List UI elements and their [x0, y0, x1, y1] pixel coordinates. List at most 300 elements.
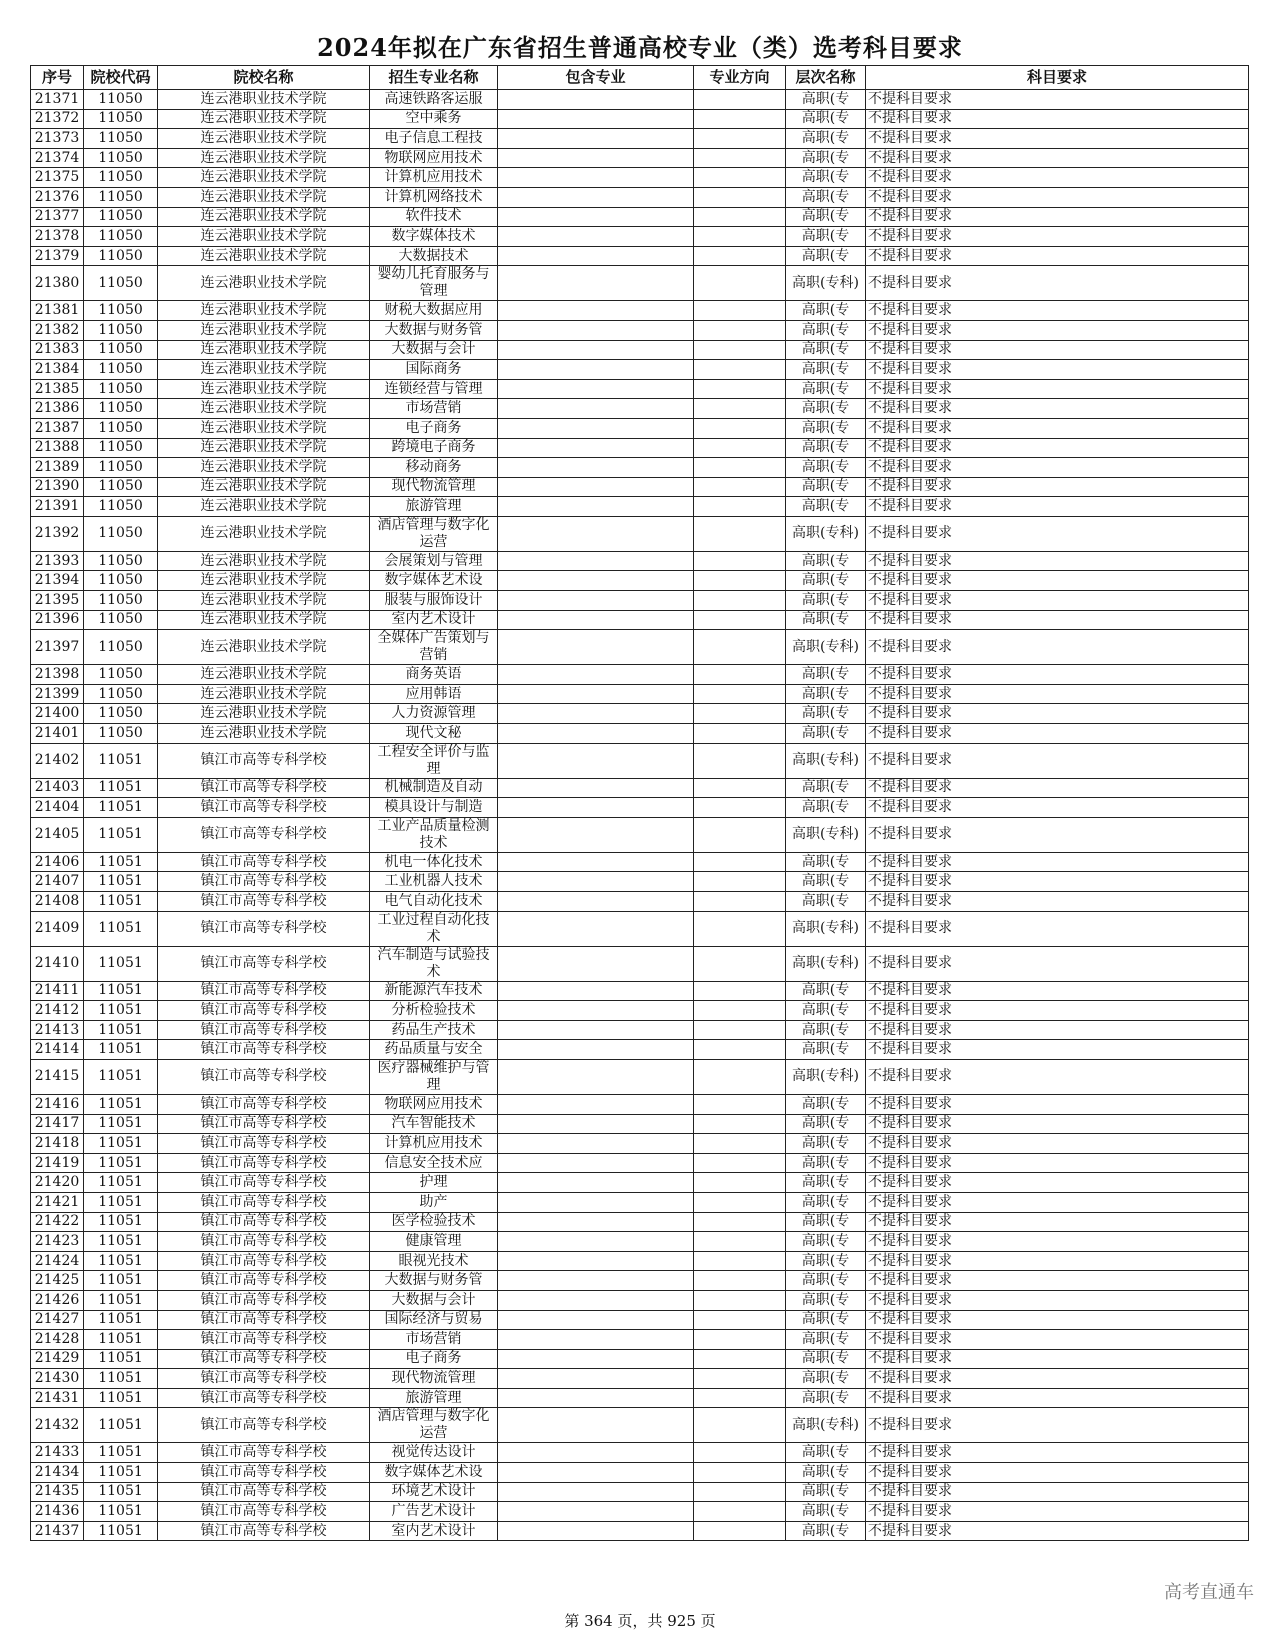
level-cell: 高职(专	[786, 1349, 866, 1369]
included-majors-cell	[498, 1521, 694, 1541]
subject-req-cell: 不提科目要求	[866, 187, 1249, 207]
level-cell: 高职(专科)	[786, 630, 866, 665]
included-majors-cell	[498, 360, 694, 380]
major-name-cell: 广告艺术设计	[370, 1502, 498, 1522]
school-code-cell: 11050	[84, 610, 158, 630]
school-name-cell: 镇江市高等专科学校	[158, 1251, 370, 1271]
direction-cell	[694, 665, 786, 685]
school-code-cell: 11050	[84, 187, 158, 207]
school-code-cell: 11051	[84, 852, 158, 872]
major-name-cell: 现代文秘	[370, 724, 498, 744]
school-code-cell: 11050	[84, 438, 158, 458]
school-code-cell: 11051	[84, 1001, 158, 1021]
table-row	[31, 591, 1249, 611]
included-majors-cell	[498, 1388, 694, 1408]
level-cell: 高职(专科)	[786, 266, 866, 301]
subject-req-cell: 不提科目要求	[866, 1192, 1249, 1212]
school-name-cell: 连云港职业技术学院	[158, 630, 370, 665]
subject-req-cell: 不提科目要求	[866, 1134, 1249, 1154]
major-name-cell: 现代物流管理	[370, 477, 498, 497]
table-row	[31, 1094, 1249, 1114]
subject-req-cell: 不提科目要求	[866, 1502, 1249, 1522]
included-majors-cell	[498, 207, 694, 227]
included-majors-cell	[498, 477, 694, 497]
major-name-cell: 数字媒体艺术设	[370, 571, 498, 591]
level-cell: 高职(专	[786, 551, 866, 571]
table-row	[31, 148, 1249, 168]
subject-req-cell: 不提科目要求	[866, 778, 1249, 798]
school-code-cell: 11051	[84, 1192, 158, 1212]
school-name-cell: 连云港职业技术学院	[158, 320, 370, 340]
school-code-cell: 11050	[84, 551, 158, 571]
school-name-cell: 镇江市高等专科学校	[158, 981, 370, 1001]
table-row	[31, 1271, 1249, 1291]
major-name-cell: 财税大数据应用	[370, 301, 498, 321]
subject-req-cell: 不提科目要求	[866, 266, 1249, 301]
level-cell: 高职(专科)	[786, 1059, 866, 1094]
seq-cell: 21393	[31, 551, 84, 571]
level-cell: 高职(专	[786, 301, 866, 321]
major-name-cell: 国际经济与贸易	[370, 1310, 498, 1330]
subject-req-cell: 不提科目要求	[866, 246, 1249, 266]
direction-cell	[694, 168, 786, 188]
direction-cell	[694, 946, 786, 981]
level-cell: 高职(专	[786, 168, 866, 188]
school-code-cell: 11050	[84, 571, 158, 591]
level-cell: 高职(专	[786, 1388, 866, 1408]
included-majors-cell	[498, 1463, 694, 1483]
school-name-cell: 连云港职业技术学院	[158, 148, 370, 168]
school-code-cell: 11050	[84, 684, 158, 704]
school-name-cell: 连云港职业技术学院	[158, 684, 370, 704]
school-name-cell: 连云港职业技术学院	[158, 704, 370, 724]
table-row	[31, 704, 1249, 724]
included-majors-cell	[498, 497, 694, 517]
seq-cell: 21400	[31, 704, 84, 724]
major-name-cell: 移动商务	[370, 458, 498, 478]
school-code-cell: 11050	[84, 207, 158, 227]
subject-req-cell: 不提科目要求	[866, 946, 1249, 981]
subject-req-cell: 不提科目要求	[866, 1212, 1249, 1232]
school-name-cell: 镇江市高等专科学校	[158, 1310, 370, 1330]
school-name-cell: 镇江市高等专科学校	[158, 1020, 370, 1040]
page-title: 2024年拟在广东省招生普通高校专业（类）选考科目要求	[317, 33, 963, 62]
level-cell: 高职(专	[786, 1482, 866, 1502]
major-name-cell: 计算机网络技术	[370, 187, 498, 207]
level-cell: 高职(专	[786, 571, 866, 591]
school-name-cell: 镇江市高等专科学校	[158, 1521, 370, 1541]
direction-cell	[694, 1192, 786, 1212]
subject-req-cell: 不提科目要求	[866, 207, 1249, 227]
included-majors-cell	[498, 379, 694, 399]
included-majors-cell	[498, 892, 694, 912]
included-majors-cell	[498, 109, 694, 129]
included-majors-cell	[498, 817, 694, 852]
school-code-cell: 11051	[84, 1040, 158, 1060]
major-name-cell: 连锁经营与管理	[370, 379, 498, 399]
school-name-cell: 镇江市高等专科学校	[158, 1153, 370, 1173]
direction-cell	[694, 571, 786, 591]
major-name-cell: 商务英语	[370, 665, 498, 685]
level-cell: 高职(专	[786, 1310, 866, 1330]
school-code-cell: 11051	[84, 743, 158, 778]
seq-cell: 21413	[31, 1020, 84, 1040]
level-cell: 高职(专科)	[786, 946, 866, 981]
major-name-cell: 跨境电子商务	[370, 438, 498, 458]
table-body	[31, 90, 1249, 1541]
school-name-cell: 镇江市高等专科学校	[158, 1408, 370, 1443]
school-code-cell: 11050	[84, 301, 158, 321]
requirements-table	[30, 65, 1249, 1541]
major-name-cell: 工业过程自动化技术	[370, 911, 498, 946]
table-row	[31, 911, 1249, 946]
school-name-cell: 连云港职业技术学院	[158, 246, 370, 266]
school-code-cell: 11051	[84, 1290, 158, 1310]
level-cell: 高职(专	[786, 1290, 866, 1310]
included-majors-cell	[498, 1369, 694, 1389]
level-cell: 高职(专	[786, 379, 866, 399]
subject-req-cell: 不提科目要求	[866, 1271, 1249, 1291]
table-row	[31, 1369, 1249, 1389]
seq-cell: 21410	[31, 946, 84, 981]
school-name-cell: 镇江市高等专科学校	[158, 852, 370, 872]
major-name-cell: 物联网应用技术	[370, 148, 498, 168]
direction-cell	[694, 109, 786, 129]
included-majors-cell	[498, 320, 694, 340]
level-cell: 高职(专	[786, 872, 866, 892]
major-name-cell: 药品质量与安全	[370, 1040, 498, 1060]
table-row	[31, 852, 1249, 872]
included-majors-cell	[498, 571, 694, 591]
included-majors-cell	[498, 630, 694, 665]
seq-cell: 21420	[31, 1173, 84, 1193]
direction-cell	[694, 1114, 786, 1134]
school-name-cell: 镇江市高等专科学校	[158, 892, 370, 912]
table-row	[31, 1001, 1249, 1021]
school-name-cell: 镇江市高等专科学校	[158, 1173, 370, 1193]
level-cell: 高职(专	[786, 1173, 866, 1193]
level-cell: 高职(专	[786, 1232, 866, 1252]
included-majors-cell	[498, 1330, 694, 1350]
subject-req-cell: 不提科目要求	[866, 1020, 1249, 1040]
seq-cell: 21408	[31, 892, 84, 912]
seq-cell: 21391	[31, 497, 84, 517]
school-name-cell: 连云港职业技术学院	[158, 109, 370, 129]
major-name-cell: 机电一体化技术	[370, 852, 498, 872]
table-row	[31, 1330, 1249, 1350]
table-row	[31, 1059, 1249, 1094]
direction-cell	[694, 1502, 786, 1522]
subject-req-cell: 不提科目要求	[866, 301, 1249, 321]
direction-cell	[694, 129, 786, 149]
major-name-cell: 大数据与会计	[370, 340, 498, 360]
table-row	[31, 227, 1249, 247]
school-name-cell: 镇江市高等专科学校	[158, 1232, 370, 1252]
major-name-cell: 药品生产技术	[370, 1020, 498, 1040]
major-name-cell: 环境艺术设计	[370, 1482, 498, 1502]
seq-cell: 21416	[31, 1094, 84, 1114]
school-code-cell: 11050	[84, 340, 158, 360]
level-cell: 高职(专	[786, 1153, 866, 1173]
table-row	[31, 1134, 1249, 1154]
level-cell: 高职(专	[786, 129, 866, 149]
included-majors-cell	[498, 418, 694, 438]
major-name-cell: 新能源汽车技术	[370, 981, 498, 1001]
school-code-cell: 11051	[84, 1094, 158, 1114]
table-row	[31, 340, 1249, 360]
school-name-cell: 连云港职业技术学院	[158, 340, 370, 360]
school-code-cell: 11051	[84, 1502, 158, 1522]
level-cell: 高职(专	[786, 187, 866, 207]
included-majors-cell	[498, 1349, 694, 1369]
direction-cell	[694, 743, 786, 778]
school-code-cell: 11051	[84, 1232, 158, 1252]
level-cell: 高职(专	[786, 340, 866, 360]
included-majors-cell	[498, 1271, 694, 1291]
included-majors-cell	[498, 852, 694, 872]
table-row	[31, 981, 1249, 1001]
direction-cell	[694, 610, 786, 630]
table-row	[31, 1521, 1249, 1541]
direction-cell	[694, 320, 786, 340]
major-name-cell: 人力资源管理	[370, 704, 498, 724]
included-majors-cell	[498, 1114, 694, 1134]
major-name-cell: 高速铁路客运服	[370, 90, 498, 110]
table-row	[31, 187, 1249, 207]
school-name-cell: 连云港职业技术学院	[158, 301, 370, 321]
included-majors-cell	[498, 872, 694, 892]
seq-cell: 21414	[31, 1040, 84, 1060]
seq-cell: 21374	[31, 148, 84, 168]
table-row	[31, 892, 1249, 912]
included-majors-cell	[498, 911, 694, 946]
major-name-cell: 室内艺术设计	[370, 1521, 498, 1541]
major-name-cell: 市场营销	[370, 399, 498, 419]
seq-cell: 21397	[31, 630, 84, 665]
school-name-cell: 连云港职业技术学院	[158, 551, 370, 571]
school-code-cell: 11050	[84, 516, 158, 551]
level-cell: 高职(专	[786, 399, 866, 419]
school-code-cell: 11050	[84, 129, 158, 149]
level-cell: 高职(专	[786, 1134, 866, 1154]
direction-cell	[694, 438, 786, 458]
included-majors-cell	[498, 610, 694, 630]
table-row	[31, 684, 1249, 704]
included-majors-cell	[498, 1310, 694, 1330]
major-name-cell: 酒店管理与数字化运营	[370, 516, 498, 551]
direction-cell	[694, 1040, 786, 1060]
seq-cell: 21376	[31, 187, 84, 207]
table-row	[31, 743, 1249, 778]
direction-cell	[694, 591, 786, 611]
subject-req-cell: 不提科目要求	[866, 817, 1249, 852]
seq-cell: 21431	[31, 1388, 84, 1408]
table-row	[31, 418, 1249, 438]
school-code-cell: 11051	[84, 798, 158, 818]
level-cell: 高职(专	[786, 148, 866, 168]
level-cell: 高职(专	[786, 1271, 866, 1291]
seq-cell: 21417	[31, 1114, 84, 1134]
table-row	[31, 1349, 1249, 1369]
table-row	[31, 90, 1249, 110]
seq-cell: 21375	[31, 168, 84, 188]
school-name-cell: 连云港职业技术学院	[158, 458, 370, 478]
school-name-cell: 镇江市高等专科学校	[158, 1502, 370, 1522]
school-code-cell: 11051	[84, 778, 158, 798]
school-name-cell: 连云港职业技术学院	[158, 610, 370, 630]
included-majors-cell	[498, 438, 694, 458]
subject-req-cell: 不提科目要求	[866, 591, 1249, 611]
major-name-cell: 旅游管理	[370, 497, 498, 517]
school-name-cell: 镇江市高等专科学校	[158, 1040, 370, 1060]
school-code-cell: 11051	[84, 1463, 158, 1483]
major-name-cell: 全媒体广告策划与营销	[370, 630, 498, 665]
subject-req-cell: 不提科目要求	[866, 90, 1249, 110]
table-row	[31, 1310, 1249, 1330]
major-name-cell: 大数据技术	[370, 246, 498, 266]
level-cell: 高职(专	[786, 1251, 866, 1271]
major-name-cell: 计算机应用技术	[370, 1134, 498, 1154]
subject-req-cell: 不提科目要求	[866, 379, 1249, 399]
school-code-cell: 11050	[84, 320, 158, 340]
included-majors-cell	[498, 148, 694, 168]
school-code-cell: 11051	[84, 981, 158, 1001]
seq-cell: 21428	[31, 1330, 84, 1350]
included-majors-cell	[498, 1443, 694, 1463]
school-code-cell: 11050	[84, 227, 158, 247]
direction-cell	[694, 187, 786, 207]
included-majors-cell	[498, 1001, 694, 1021]
major-name-cell: 工程安全评价与监理	[370, 743, 498, 778]
level-cell: 高职(专	[786, 320, 866, 340]
seq-cell: 21430	[31, 1369, 84, 1389]
school-code-cell: 11051	[84, 1020, 158, 1040]
table-row	[31, 320, 1249, 340]
major-name-cell: 市场营销	[370, 1330, 498, 1350]
direction-cell	[694, 458, 786, 478]
included-majors-cell	[498, 1192, 694, 1212]
direction-cell	[694, 1059, 786, 1094]
table-row	[31, 872, 1249, 892]
school-name-cell: 连云港职业技术学院	[158, 90, 370, 110]
table-row	[31, 109, 1249, 129]
major-name-cell: 电气自动化技术	[370, 892, 498, 912]
school-code-cell: 11050	[84, 704, 158, 724]
header-cell: 科目要求	[866, 66, 1249, 90]
level-cell: 高职(专科)	[786, 1408, 866, 1443]
seq-cell: 21407	[31, 872, 84, 892]
included-majors-cell	[498, 778, 694, 798]
school-code-cell: 11051	[84, 946, 158, 981]
included-majors-cell	[498, 301, 694, 321]
school-name-cell: 镇江市高等专科学校	[158, 1482, 370, 1502]
level-cell: 高职(专	[786, 684, 866, 704]
table-row	[31, 630, 1249, 665]
school-name-cell: 镇江市高等专科学校	[158, 1388, 370, 1408]
direction-cell	[694, 477, 786, 497]
header-cell: 包含专业	[498, 66, 694, 90]
seq-cell: 21405	[31, 817, 84, 852]
major-name-cell: 医学检验技术	[370, 1212, 498, 1232]
subject-req-cell: 不提科目要求	[866, 148, 1249, 168]
subject-req-cell: 不提科目要求	[866, 1408, 1249, 1443]
included-majors-cell	[498, 551, 694, 571]
subject-req-cell: 不提科目要求	[866, 1310, 1249, 1330]
seq-cell: 21382	[31, 320, 84, 340]
direction-cell	[694, 1153, 786, 1173]
level-cell: 高职(专	[786, 418, 866, 438]
school-name-cell: 镇江市高等专科学校	[158, 1349, 370, 1369]
direction-cell	[694, 798, 786, 818]
direction-cell	[694, 817, 786, 852]
table-row	[31, 1192, 1249, 1212]
table-row	[31, 477, 1249, 497]
table-row	[31, 1020, 1249, 1040]
subject-req-cell: 不提科目要求	[866, 1251, 1249, 1271]
school-name-cell: 镇江市高等专科学校	[158, 1134, 370, 1154]
major-name-cell: 旅游管理	[370, 1388, 498, 1408]
direction-cell	[694, 301, 786, 321]
school-code-cell: 11050	[84, 458, 158, 478]
school-code-cell: 11050	[84, 90, 158, 110]
included-majors-cell	[498, 1040, 694, 1060]
table-row	[31, 360, 1249, 380]
subject-req-cell: 不提科目要求	[866, 438, 1249, 458]
seq-cell: 21406	[31, 852, 84, 872]
header-cell: 招生专业名称	[370, 66, 498, 90]
school-name-cell: 镇江市高等专科学校	[158, 778, 370, 798]
included-majors-cell	[498, 1502, 694, 1522]
header-cell: 院校代码	[84, 66, 158, 90]
major-name-cell: 计算机应用技术	[370, 168, 498, 188]
subject-req-cell: 不提科目要求	[866, 1388, 1249, 1408]
direction-cell	[694, 981, 786, 1001]
school-name-cell: 镇江市高等专科学校	[158, 1463, 370, 1483]
major-name-cell: 汽车智能技术	[370, 1114, 498, 1134]
major-name-cell: 电子信息工程技	[370, 129, 498, 149]
included-majors-cell	[498, 246, 694, 266]
included-majors-cell	[498, 743, 694, 778]
direction-cell	[694, 227, 786, 247]
school-name-cell: 镇江市高等专科学校	[158, 1059, 370, 1094]
seq-cell: 21409	[31, 911, 84, 946]
school-code-cell: 11051	[84, 1153, 158, 1173]
major-name-cell: 数字媒体技术	[370, 227, 498, 247]
table-row	[31, 1482, 1249, 1502]
seq-cell: 21437	[31, 1521, 84, 1541]
seq-cell: 21403	[31, 778, 84, 798]
level-cell: 高职(专科)	[786, 911, 866, 946]
included-majors-cell	[498, 1173, 694, 1193]
included-majors-cell	[498, 187, 694, 207]
table-row	[31, 168, 1249, 188]
school-code-cell: 11051	[84, 1251, 158, 1271]
school-code-cell: 11050	[84, 168, 158, 188]
level-cell: 高职(专	[786, 1212, 866, 1232]
direction-cell	[694, 911, 786, 946]
school-code-cell: 11050	[84, 148, 158, 168]
major-name-cell: 工业机器人技术	[370, 872, 498, 892]
subject-req-cell: 不提科目要求	[866, 665, 1249, 685]
table-row	[31, 301, 1249, 321]
direction-cell	[694, 1463, 786, 1483]
included-majors-cell	[498, 1059, 694, 1094]
included-majors-cell	[498, 516, 694, 551]
major-name-cell: 大数据与会计	[370, 1290, 498, 1310]
included-majors-cell	[498, 399, 694, 419]
table-row	[31, 399, 1249, 419]
included-majors-cell	[498, 1153, 694, 1173]
